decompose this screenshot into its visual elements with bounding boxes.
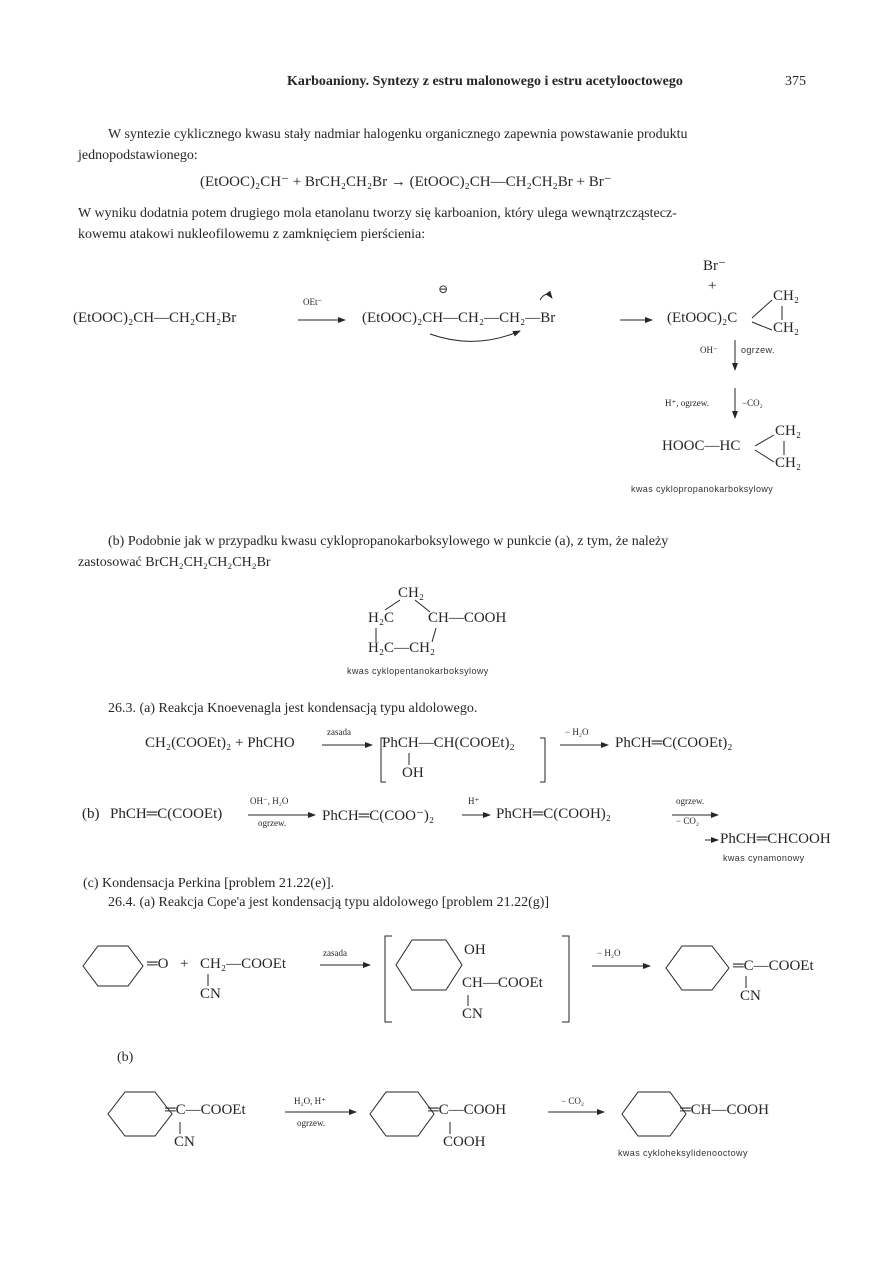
- part-b-line-1: (b) Podobnie jak w przypadku kwasu cyklopropanokarboksylowego w punkcie (a), z tym, że należy: [108, 534, 669, 549]
- scheme1-br-anion: Br⁻: [703, 258, 726, 274]
- part-b-product-name: kwas cyklopentanokarboksylowy: [347, 666, 489, 676]
- part-b-line-2: zastosować BrCH₂CH₂CH₂CH₂Br: [78, 555, 271, 570]
- s26-3-b-mid1: PhCH═C(COO⁻)₂: [322, 808, 435, 824]
- bracket-right-2: [562, 936, 569, 1022]
- scheme1-acid-ch2-bottom: CH₂: [775, 455, 802, 471]
- s26-3-b-label: (b): [82, 806, 100, 822]
- scheme1-ch2-top: CH₂: [773, 288, 800, 304]
- s26-4-b-label: (b): [117, 1050, 134, 1065]
- equation-1: (EtOOC)₂CH⁻ + BrCH₂CH₂Br → (EtOOC)₂CH—CH₂CH₂Br + Br⁻: [200, 174, 612, 190]
- scheme1-start: (EtOOC)₂CH—CH₂CH₂Br: [73, 310, 237, 326]
- s26-4-b-start-cn: CN: [174, 1134, 195, 1150]
- s26-4-b-product-name: kwas cykloheksylidenooctowy: [618, 1148, 748, 1158]
- intro-p2-line-1: W wyniku dodatnia potem drugiego mola etanolanu tworzy się karboanion, który ulega wewnątrzcząstecz-: [78, 206, 677, 221]
- bond-pentane-1: [385, 600, 400, 610]
- scheme1-intermediate: (EtOOC)₂CH—CH₂—CH₂—Br: [362, 310, 556, 326]
- s26-3-a-reactants: CH₂(COOEt)₂ + PhCHO: [145, 735, 295, 751]
- bond-pentane-4: [432, 628, 436, 642]
- s26-4-reagent: CH₂—COOEt: [200, 956, 287, 972]
- s26-3-b-product: PhCH═CHCOOH: [720, 831, 831, 847]
- s26-3-a-arrow1: zasada: [327, 727, 351, 737]
- s26-4-ketone-o: ═O: [147, 956, 169, 972]
- page-number: 375: [785, 74, 806, 89]
- scheme1-step2-cond: ogrzew.: [741, 345, 775, 355]
- s26-3-b-product-name: kwas cynamonowy: [723, 853, 805, 863]
- s26-4-heading: 26.4. (a) Reakcja Cope'a jest kondensacją typu aldolowego [problem 21.22(g)]: [108, 895, 550, 910]
- scheme1-minus: ⊖: [438, 282, 449, 296]
- cyclopentane-right: CH—COOH: [428, 610, 507, 626]
- s26-4-ch-cooet: CH—COOEt: [462, 975, 543, 991]
- s26-3-a-arrow2: − H₂O: [565, 727, 589, 737]
- scheme1-acid: HOOC—HC: [662, 438, 741, 454]
- scheme1-step3-cond: −CO₂: [742, 398, 763, 408]
- bond-acid-top: [755, 435, 774, 446]
- s26-3-b-arrow1-top: OH⁻, H₂O: [250, 796, 289, 806]
- cyclopentane-bottom: H₂C—CH₂: [368, 640, 436, 656]
- scheme1-cyclopropane-ester: (EtOOC)₂C: [667, 310, 738, 326]
- s26-4-b-arrow1-top: H₂O, H⁺: [294, 1096, 326, 1106]
- s26-4-product: ═C—COOEt: [733, 958, 814, 974]
- scheme1-arrow1-label: OEt⁻: [303, 297, 323, 307]
- bond-cyclo-bottom: [752, 322, 772, 330]
- s26-3-c-line: (c) Kondensacja Perkina [problem 21.22(e)].: [83, 876, 335, 891]
- s26-3-b-arrow3-top: ogrzew.: [676, 796, 705, 806]
- cyclohexylidene-ring-b3: [622, 1092, 686, 1136]
- bracket-left: [381, 738, 386, 782]
- running-title: Karboaniony. Syntezy z estru malonowego i estru acetylooctowego: [287, 74, 683, 89]
- scheme1-step2-label: OH⁻: [700, 345, 718, 355]
- s26-4-b-arrow1-bottom: ogrzew.: [297, 1118, 326, 1128]
- scheme1-step3-label: H⁺, ogrzew.: [665, 398, 709, 408]
- s26-4-b-mid-sub: COOH: [443, 1134, 486, 1150]
- s26-4-b-mid: ═C—COOH: [428, 1102, 507, 1118]
- cyclohexylidene-ring-b1: [108, 1092, 172, 1136]
- s26-4-b-arrow2: − CO₂: [561, 1096, 584, 1106]
- s26-4-cn-intermediate: CN: [462, 1006, 483, 1022]
- scheme1-product-name: kwas cyklopropanokarboksylowy: [631, 484, 774, 494]
- bracket-right: [540, 738, 545, 782]
- curved-arrow-leaving: [540, 294, 552, 300]
- cyclohexanone-ring: [83, 946, 143, 986]
- intro-line-1: W syntezie cyklicznego kwasu stały nadmiar halogenku organicznego zapewnia powstawanie produktu: [108, 127, 688, 142]
- s26-4-arrow1: zasada: [323, 948, 347, 958]
- cyclopentane-left: H₂C: [368, 610, 395, 626]
- s26-4-product-cn: CN: [740, 988, 761, 1004]
- bond-pentane-2: [415, 600, 430, 612]
- scheme1-ch2-bottom: CH₂: [773, 320, 800, 336]
- s26-3-b-start: PhCH═C(COOEt): [110, 806, 223, 822]
- s26-3-a-oh: OH: [402, 765, 424, 781]
- s26-4-reagent-cn: CN: [200, 986, 221, 1002]
- scheme1-acid-ch2-top: CH₂: [775, 423, 802, 439]
- s26-4-b-product: ═CH—COOH: [680, 1102, 769, 1118]
- intro-line-2: jednopodstawionego:: [78, 148, 198, 163]
- curved-arrow-attack: [430, 331, 520, 341]
- bond-acid-bottom: [755, 450, 774, 462]
- bracket-left-2: [385, 936, 392, 1022]
- s26-4-oh: OH: [464, 942, 486, 958]
- s26-3-b-arrow3-bottom: − CO₂: [676, 816, 699, 826]
- scheme1-plus: +: [708, 278, 717, 294]
- cyclopentane-top: CH₂: [398, 585, 425, 601]
- cyclohexane-intermediate-ring: [396, 940, 462, 990]
- s26-3-b-arrow2-top: H⁺: [468, 796, 480, 806]
- cyclohexylidene-ring: [666, 946, 729, 990]
- s26-4-b-start: ═C—COOEt: [165, 1102, 246, 1118]
- s26-4-arrow2: − H₂O: [597, 948, 621, 958]
- s26-4-plus: +: [180, 956, 189, 972]
- bond-cyclo-top: [752, 300, 772, 318]
- cyclohexylidene-ring-b2: [370, 1092, 434, 1136]
- s26-3-a-product: PhCH═C(COOEt)₂: [615, 735, 733, 751]
- intro-p2-line-2: kowemu atakowi nukleofilowemu z zamknięciem pierścienia:: [78, 227, 426, 242]
- s26-3-heading: 26.3. (a) Reakcja Knoevenagla jest kondensacją typu aldolowego.: [108, 701, 478, 716]
- s26-3-a-intermediate: PhCH—CH(COOEt)₂: [382, 735, 515, 751]
- s26-3-b-arrow1-bottom: ogrzew.: [258, 818, 287, 828]
- s26-3-b-mid2: PhCH═C(COOH)₂: [496, 806, 612, 822]
